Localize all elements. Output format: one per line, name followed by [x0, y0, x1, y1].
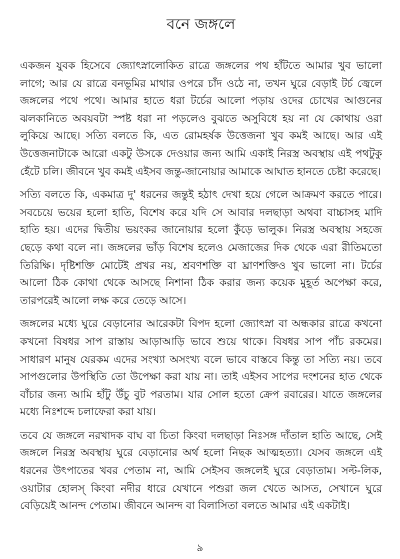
paragraph-3: জঙ্গলের মধ্যে ঘুরে বেড়ানোর আরেকটা বিপদ হলো জ্যোৎস্না বা অন্ধকার রাত্রে কখনো কখনো বিষধর সাপ রাস্তায় আড়াআড়ি ভাবে শুয়ে থাকে। বিষধর সাপ পাঁচ রকমের। সাধারণ মানুষ যেরকম এদের সংখ্যা অসংখ্য বলে ভাবে বাস্তবে কিন্তু তা সত্যি নয়। তবে সাপগুলোর উপস্থিতি তো উপেক্ষা করা যায় না। তাই এইসব সাপের দংশনের হাত থেকে বাঁচার জন্য আমি হাঁটু উঁচু বুট পরতাম। যার সোল হতো ক্রেপ রবারের। যাতে জঙ্গলের মধ্যে নিঃশব্দে চলাফেরা করা যায়। [20, 318, 382, 419]
paragraph-1: একজন যুবক হিসেবে জ্যোৎস্নালোকিত রাত্রে জঙ্গলের পথ হাঁটতে আমার খুব ভালো লাগে; আর যে রাত্রে বনভূমির মাথার ওপরে চাঁদ ওঠে না, তখন ঘুরে বেড়াই টর্চ জ্বেলে জঙ্গলের পথে পথে। আমার হাতে ধরা টর্চের আলো পড়ায় ওদের চোখের আগুনের ঝলকানিতে অবয়বটা স্পষ্ট ধরা না পড়লেও বুঝতে অসুবিধে হয় না যে কোথায় ওরা লুকিয়ে আছে। সত্যি বলতে কি, এত রোমহর্ষক উত্তেজনা খুব কমই আছে। আর এই উত্তেজনাটাকে আরো একটু উসকে দেওয়ার জন্য আমি একাই নিরস্ত্র অবস্থায় এই পথটুকু হেঁটে চলি। জীবনে খুব কমই এইসব জন্তু-জানোয়ার আমাকে আঘাত হানতে চেষ্টা করেছে। [20, 60, 382, 178]
page-number: ৯ [196, 543, 204, 554]
paragraph-4: তবে যে জঙ্গলে নরখাদক বাঘ বা চিতা কিংবা দলছাড়া নিঃসঙ্গ দাঁতাল হাতি আছে, সেই জঙ্গলে নিরস্ত্র অবস্থায় ঘুরে বেড়ানোর অর্থ হলো নিছক আত্মহত্যা। যেসব জঙ্গলে এই ধরনের উৎপাতের খবর পেতাম না, আমি সেইসব জঙ্গলেই ঘুরে বেড়াতাম। সল্ট-লিক, ওয়াটার হোলস্ কিংবা নদীর ধারে যেখানে পশুরা জল খেতে আসত, সেখানে ঘুরে বেড়িয়েই আনন্দ পেতাম। জীবনে আনন্দ বা বিলাসিতা বলতে আমার এই একটাই। [20, 429, 382, 513]
paragraph-2: সত্যি বলতে কি, একমাত্র দু' ধরনের জন্তুই হঠাৎ দেখা হয়ে গেলে আক্রমণ করতে পারে। সবচেয়ে ভয়ের হলো হাতি, বিশেষ করে যদি সে আবার দলছাড়া অথবা বাচ্চাসহ মাদি হাতি হয়। এদের দ্বিতীয় ভয়ংকর জানোয়ার হলো কুঁড়ে ভালুক। নিরস্ত্র অবস্থায় সহজে ছেড়ে কথা বলে না। জঙ্গলের ভাঁড় বিশেষ হলেও মেজাজের দিক থেকে এরা রীতিমতো তিরিক্ষি। দৃষ্টিশক্তি মোটেই প্রখর নয়, শ্রবণশক্তি বা ঘ্রাণশক্তিও খুব ভালো না। টর্চের আলো ঠিক কোথা থেকে আসছে নিশানা ঠিক করার জন্য কয়েক মুহূর্ত অপেক্ষা করে, তারপরেই আলো লক্ষ করে তেড়ে আসে। [20, 189, 382, 307]
page-title: বনে জঙ্গলে [166, 15, 236, 33]
